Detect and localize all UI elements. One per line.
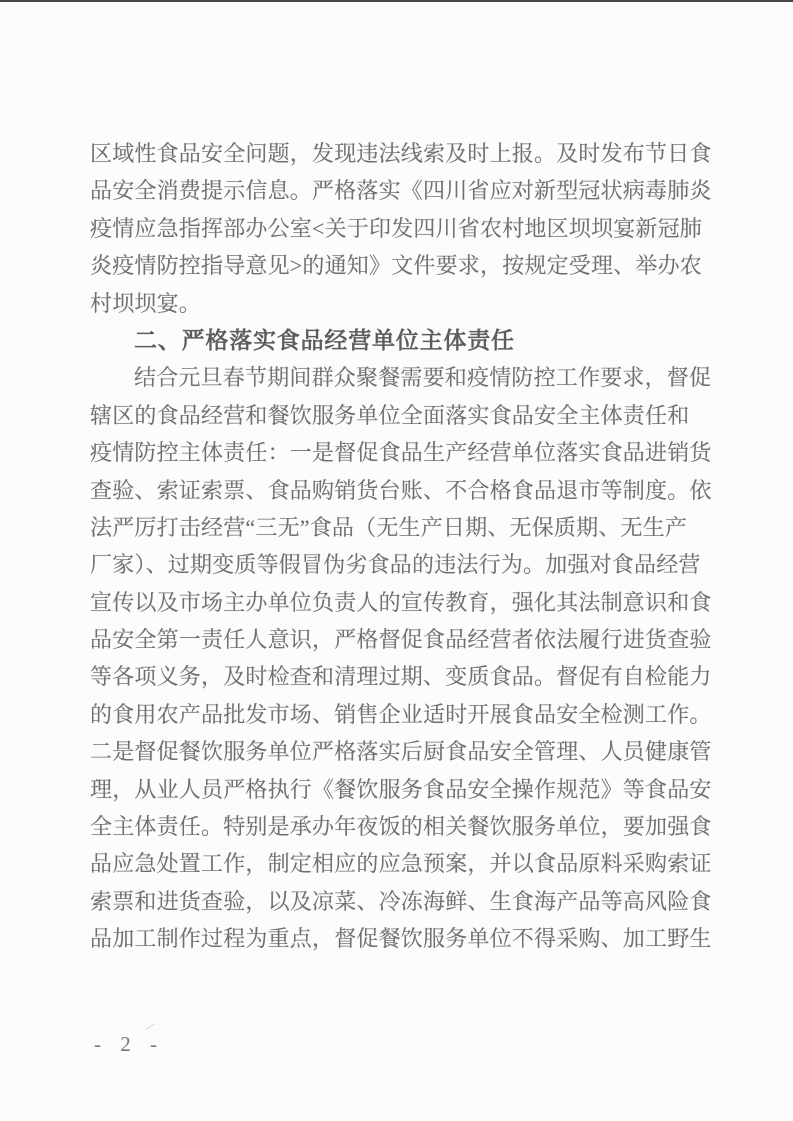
- scan-edge-artifact: [0, 0, 793, 2]
- text-line: 区域性食品安全问题，发现违法线索及时上报。及时发布节日食: [90, 141, 712, 166]
- scan-speck-artifact: [146, 1023, 156, 1030]
- paragraph-body: [90, 359, 730, 957]
- section-heading: 二、严格落实食品经营单位主体责任: [134, 326, 515, 353]
- paragraph-continuation: [90, 135, 730, 322]
- text-line: 品应急处置工作，制定相应的应急预案，并以食品原料采购索证: [90, 851, 712, 877]
- text-line: 品加工制作过程为重点，督促餐饮服务单位不得采购、加工野生: [90, 926, 712, 952]
- document-body: [90, 135, 730, 958]
- text-line: 法严厉打击经营“三无”食品（无生产日期、无保质期、无生产: [90, 514, 688, 540]
- text-line: 查验、索证索票、食品购销货台账、不合格食品退市等制度。依: [90, 477, 712, 503]
- text-line: 村坝坝宴。: [90, 290, 202, 316]
- text-line: 二是督促餐饮服务单位严格落实后厨食品安全管理、人员健康管: [90, 739, 712, 765]
- text-line: 厂家）、过期变质等假冒伪劣食品的违法行为。加强对食品经营: [90, 552, 701, 578]
- text-line: 全主体责任。特别是承办年夜饭的相关餐饮服务单位，要加强食: [90, 814, 712, 840]
- text-line: 宣传以及市场主办单位负责人的宣传教育，强化其法制意识和食: [90, 589, 712, 615]
- text-line: 的食用农产品批发市场、销售企业适时开展食品安全检测工作。: [90, 701, 712, 727]
- page-number: - 2 -: [94, 1032, 164, 1056]
- text-line: 等各项义务，及时检查和清理过期、变质食品。督促有自检能力: [90, 664, 712, 690]
- text-line: 辖区的食品经营和餐饮服务单位全面落实食品安全主体责任和: [90, 402, 690, 428]
- text-line: 疫情防控主体责任：一是督促食品生产经营单位落实食品进销货: [90, 440, 712, 466]
- text-line: 品安全消费提示信息。严格落实《四川省应对新型冠状病毒肺炎: [90, 178, 712, 204]
- text-line: 索票和进货查验，以及凉菜、冷冻海鲜、生食海产品等高风险食: [90, 888, 712, 914]
- text-line: 炎疫情防控指导意见>的通知》文件要求，按规定受理、举办农: [90, 253, 703, 279]
- text-line: 理，从业人员严格执行《餐饮服务食品安全操作规范》等食品安: [90, 776, 712, 802]
- text-line: 品安全第一责任人意识，严格督促食品经营者依法履行进货查验: [90, 627, 712, 653]
- text-line: 结合元旦春节期间群众聚餐需要和疫情防控工作要求，督促: [134, 365, 712, 391]
- text-line: 疫情应急指挥部办公室<关于印发四川省农村地区坝坝宴新冠肺: [90, 215, 703, 241]
